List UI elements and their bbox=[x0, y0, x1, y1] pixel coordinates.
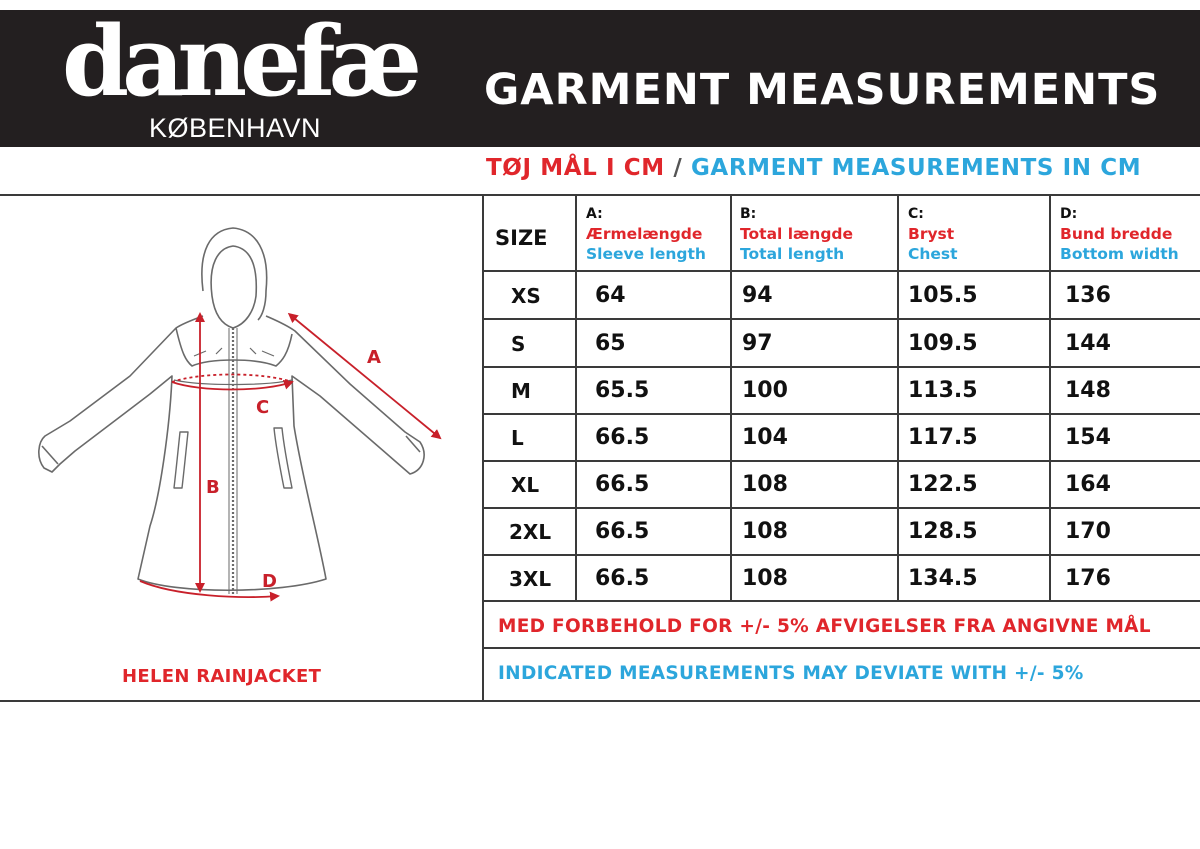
value-cell: 108 bbox=[742, 519, 788, 544]
column-a-danish: Ærmelængde bbox=[586, 225, 703, 243]
value-cell: 144 bbox=[1065, 331, 1111, 356]
table-header-row bbox=[484, 196, 1200, 272]
note-danish: MED FORBEHOLD FOR +/- 5% AFVIGELSER FRA ANGIVNE MÅL bbox=[498, 616, 1151, 637]
value-cell: 65.5 bbox=[595, 378, 650, 403]
table-row bbox=[484, 556, 1200, 602]
label-c: C bbox=[256, 397, 270, 418]
note-row-danish bbox=[484, 602, 1200, 649]
label-d: D bbox=[262, 571, 277, 592]
size-cell: XS bbox=[511, 284, 541, 308]
column-b-danish: Total længde bbox=[740, 225, 854, 243]
page-title: GARMENT MEASUREMENTS bbox=[484, 65, 1161, 115]
label-a: A bbox=[367, 347, 381, 368]
value-cell: 170 bbox=[1065, 519, 1111, 544]
garment-figure bbox=[0, 196, 482, 701]
brand-logo: danefæ bbox=[62, 5, 416, 118]
value-cell: 164 bbox=[1065, 472, 1111, 497]
column-d-code: D: bbox=[1060, 206, 1078, 222]
subtitle bbox=[486, 155, 1141, 181]
table-row bbox=[484, 462, 1200, 509]
column-header-a bbox=[586, 204, 706, 264]
value-cell: 128.5 bbox=[908, 519, 978, 544]
subtitle-separator: / bbox=[673, 155, 683, 181]
size-cell: L bbox=[511, 426, 524, 450]
value-cell: 66.5 bbox=[595, 519, 650, 544]
value-cell: 148 bbox=[1065, 378, 1111, 403]
subtitle-danish: TØJ MÅL I CM bbox=[486, 155, 665, 181]
table-row bbox=[484, 509, 1200, 556]
table-row bbox=[484, 415, 1200, 462]
note-english: INDICATED MEASUREMENTS MAY DEVIATE WITH +/- 5% bbox=[498, 663, 1084, 684]
column-header-b bbox=[740, 204, 853, 264]
column-header-d bbox=[1060, 204, 1179, 264]
value-cell: 97 bbox=[742, 331, 773, 356]
value-cell: 108 bbox=[742, 472, 788, 497]
value-cell: 66.5 bbox=[595, 472, 650, 497]
size-cell: 2XL bbox=[509, 520, 552, 544]
column-d-danish: Bund bredde bbox=[1060, 225, 1173, 243]
column-c-danish: Bryst bbox=[908, 225, 955, 243]
value-cell: 134.5 bbox=[908, 566, 978, 591]
column-b-code: B: bbox=[740, 206, 757, 222]
value-cell: 100 bbox=[742, 378, 788, 403]
size-cell: 3XL bbox=[509, 567, 552, 591]
value-cell: 122.5 bbox=[908, 472, 978, 497]
column-a-english: Sleeve length bbox=[586, 245, 706, 263]
value-cell: 65 bbox=[595, 331, 626, 356]
value-cell: 109.5 bbox=[908, 331, 978, 356]
column-b-english: Total length bbox=[740, 245, 845, 263]
size-column-header: SIZE bbox=[495, 226, 548, 250]
table-row bbox=[484, 272, 1200, 320]
value-cell: 117.5 bbox=[908, 425, 978, 450]
rainjacket-drawing bbox=[0, 196, 482, 701]
size-cell: S bbox=[511, 332, 526, 356]
value-cell: 64 bbox=[595, 283, 626, 308]
label-b: B bbox=[206, 477, 220, 498]
column-c-code: C: bbox=[908, 206, 924, 222]
value-cell: 66.5 bbox=[595, 425, 650, 450]
value-cell: 108 bbox=[742, 566, 788, 591]
value-cell: 94 bbox=[742, 283, 773, 308]
column-c-english: Chest bbox=[908, 245, 958, 263]
product-name: HELEN RAINJACKET bbox=[122, 666, 322, 687]
value-cell: 176 bbox=[1065, 566, 1111, 591]
value-cell: 154 bbox=[1065, 425, 1111, 450]
value-cell: 104 bbox=[742, 425, 788, 450]
table-row bbox=[484, 368, 1200, 415]
note-row-english bbox=[484, 649, 1200, 700]
column-a-code: A: bbox=[586, 206, 603, 222]
size-cell: M bbox=[511, 379, 531, 403]
subtitle-english: GARMENT MEASUREMENTS IN CM bbox=[690, 155, 1142, 181]
header-banner bbox=[0, 5, 1200, 147]
value-cell: 66.5 bbox=[595, 566, 650, 591]
value-cell: 113.5 bbox=[908, 378, 978, 403]
value-cell: 136 bbox=[1065, 283, 1111, 308]
measure-line-a bbox=[294, 318, 440, 438]
value-cell: 105.5 bbox=[908, 283, 978, 308]
brand-city: KØBENHAVN bbox=[149, 113, 322, 143]
column-d-english: Bottom width bbox=[1060, 245, 1179, 263]
table-row bbox=[484, 320, 1200, 368]
column-header-c bbox=[908, 204, 958, 264]
size-cell: XL bbox=[511, 473, 540, 497]
